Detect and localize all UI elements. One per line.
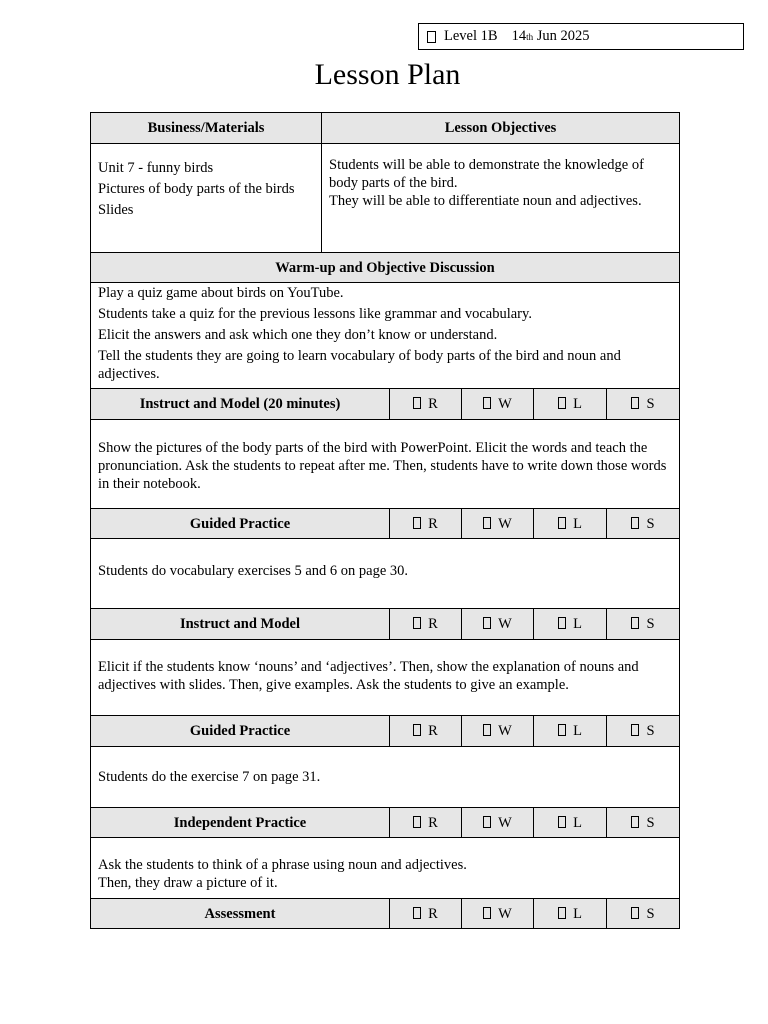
- section-text: Show the pictures of the body parts of the bird with PowerPoint. Elicit the words and teach the pronunciation. Ask the students to repeat after me. Then, students have to write down those words in their notebook.: [98, 440, 667, 492]
- checkbox-icon: [483, 907, 491, 919]
- section-heading: Instruct and Model (20 minutes): [91, 389, 390, 420]
- skill-reading: R: [390, 609, 462, 640]
- checkbox-icon: [483, 397, 491, 409]
- warmup-item: Tell the students they are going to learn vocabulary of body parts of the bird and noun and adjectives.: [98, 348, 621, 382]
- skill-listening: L: [534, 899, 607, 929]
- checkbox-icon: [483, 617, 491, 629]
- warmup-item: Play a quiz game about birds on YouTube.: [98, 285, 344, 301]
- skill-speaking: S: [607, 609, 680, 640]
- warmup-item: Elicit the answers and ask which one they don’t know or understand.: [98, 327, 498, 343]
- checkbox-icon: [631, 724, 639, 736]
- date-day: 14: [511, 28, 527, 44]
- checkbox-icon: [483, 816, 491, 828]
- section-text: Then, they draw a picture of it.: [98, 875, 278, 891]
- skill-listening: L: [534, 609, 607, 640]
- level-label: Level 1B: [444, 28, 498, 44]
- skill-speaking: S: [607, 716, 680, 747]
- skill-writing: W: [462, 808, 534, 838]
- skill-listening: L: [534, 808, 607, 838]
- section-text: Students do the exercise 7 on page 31.: [98, 769, 321, 785]
- checkbox-icon: [558, 397, 566, 409]
- skill-writing: W: [462, 509, 534, 539]
- section-text: Ask the students to think of a phrase using noun and adjectives.: [98, 857, 467, 873]
- section-heading: Guided Practice: [91, 509, 390, 539]
- section-body: [91, 539, 680, 609]
- checkbox-icon: [483, 724, 491, 736]
- skill-writing: W: [462, 716, 534, 747]
- skill-speaking: S: [607, 509, 680, 539]
- date-rest: Jun 2025: [536, 28, 590, 44]
- skill-writing: W: [462, 899, 534, 929]
- page-title: Lesson Plan: [314, 58, 461, 91]
- skill-speaking: S: [607, 808, 680, 838]
- section-heading: Assessment: [91, 899, 390, 929]
- section-text: Elicit if the students know ‘nouns’ and ‘adjectives’. Then, show the explanation of nouns and adjectives with slides. Then, give examples. Ask the students to give an example.: [98, 658, 639, 693]
- checkbox-icon: [558, 724, 566, 736]
- skill-reading: R: [390, 389, 462, 420]
- checkbox-icon: [631, 397, 639, 409]
- checkbox-icon: [558, 816, 566, 828]
- checkbox-icon: [427, 31, 436, 43]
- section-body: [91, 838, 680, 899]
- materials-heading: Business/Materials: [91, 113, 322, 144]
- objective-line: They will be able to differentiate noun and adjectives.: [329, 193, 642, 209]
- checkbox-icon: [631, 517, 639, 529]
- checkbox-icon: [558, 617, 566, 629]
- materials-item: Unit 7 - funny birds: [98, 160, 214, 176]
- checkbox-icon: [413, 724, 421, 736]
- checkbox-icon: [483, 517, 491, 529]
- level-date-box: Level 1B 14 th Jun 2025: [418, 23, 744, 50]
- section-body: [91, 640, 680, 716]
- section-heading: Guided Practice: [91, 716, 390, 747]
- lesson-plan-table: [90, 112, 680, 929]
- objective-line: Students will be able to demonstrate the knowledge of body parts of the bird.: [329, 157, 644, 191]
- checkbox-icon: [413, 517, 421, 529]
- section-text: Students do vocabulary exercises 5 and 6 on page 30.: [98, 562, 409, 579]
- checkbox-icon: [413, 907, 421, 919]
- skill-listening: L: [534, 389, 607, 420]
- section-body: [91, 420, 680, 509]
- checkbox-icon: [631, 907, 639, 919]
- checkbox-icon: [413, 816, 421, 828]
- section-heading: Independent Practice: [91, 808, 390, 838]
- warmup-item: Students take a quiz for the previous lessons like grammar and vocabulary.: [98, 306, 532, 322]
- skill-writing: W: [462, 389, 534, 420]
- section-body: [91, 747, 680, 808]
- materials-list: [91, 144, 322, 253]
- skill-listening: L: [534, 716, 607, 747]
- checkbox-icon: [558, 517, 566, 529]
- skill-reading: R: [390, 899, 462, 929]
- section-heading: Instruct and Model: [91, 609, 390, 640]
- warmup-heading: Warm-up and Objective Discussion: [91, 253, 680, 283]
- checkbox-icon: [558, 907, 566, 919]
- skill-reading: R: [390, 509, 462, 539]
- objectives-text: [322, 144, 680, 253]
- checkbox-icon: [413, 397, 421, 409]
- checkbox-icon: [413, 617, 421, 629]
- warmup-list: [91, 283, 680, 389]
- materials-item: Slides: [98, 202, 134, 218]
- skill-speaking: S: [607, 389, 680, 420]
- skill-speaking: S: [607, 899, 680, 929]
- skill-reading: R: [390, 808, 462, 838]
- skill-writing: W: [462, 609, 534, 640]
- checkbox-icon: [631, 816, 639, 828]
- materials-item: Pictures of body parts of the birds: [98, 181, 295, 197]
- checkbox-icon: [631, 617, 639, 629]
- skill-listening: L: [534, 509, 607, 539]
- skill-reading: R: [390, 716, 462, 747]
- objectives-heading: Lesson Objectives: [322, 113, 680, 144]
